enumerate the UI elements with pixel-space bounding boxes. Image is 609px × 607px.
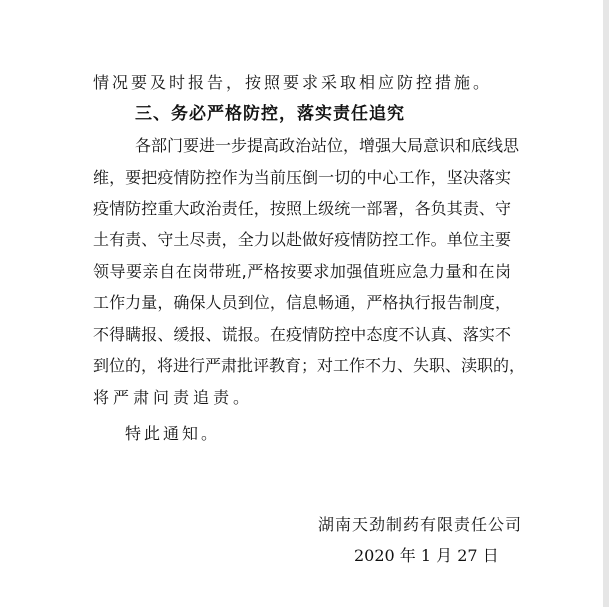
paragraph-line: 各部门要进一步提高政治站位，增强大局意识和底线思 [135,136,520,155]
paragraph-line: 情况要及时报告，按照要求采取相应防控措施。 [93,73,493,92]
signature-date: 2020 年 1 月 27 日 [354,546,499,565]
paragraph-line: 工作力量，确保人员到位，信息畅通，严格执行报告制度， [93,293,511,312]
section-heading: 三、务必严格防控，落实责任追究 [135,104,405,124]
paragraph-line: 疫情防控重大政治责任，按照上级统一部署，各负其责、守 [93,199,511,218]
paragraph-line: 将严肃问责追责。 [93,388,254,407]
paragraph-line: 到位的，将进行严肃批评教育；对工作不力、失职、渎职的， [93,356,526,375]
paragraph-line: 不得瞒报、缓报、谎报。在疫情防控中态度不认真、落实不 [93,325,511,344]
signature-company: 湖南天劲制药有限责任公司 [318,515,523,534]
paragraph-line: 土有责、守土尽责，全力以赴做好疫情防控工作。单位主要 [93,230,511,249]
paragraph-line: 维，要把疫情防控作为当前压倒一切的中心工作，坚决落实 [93,168,511,187]
scrollbar[interactable] [603,0,609,607]
paragraph-line: 领导要亲自在岗带班,严格按要求加强值班应急力量和在岗 [93,262,511,281]
closing-line: 特此通知。 [125,424,221,443]
